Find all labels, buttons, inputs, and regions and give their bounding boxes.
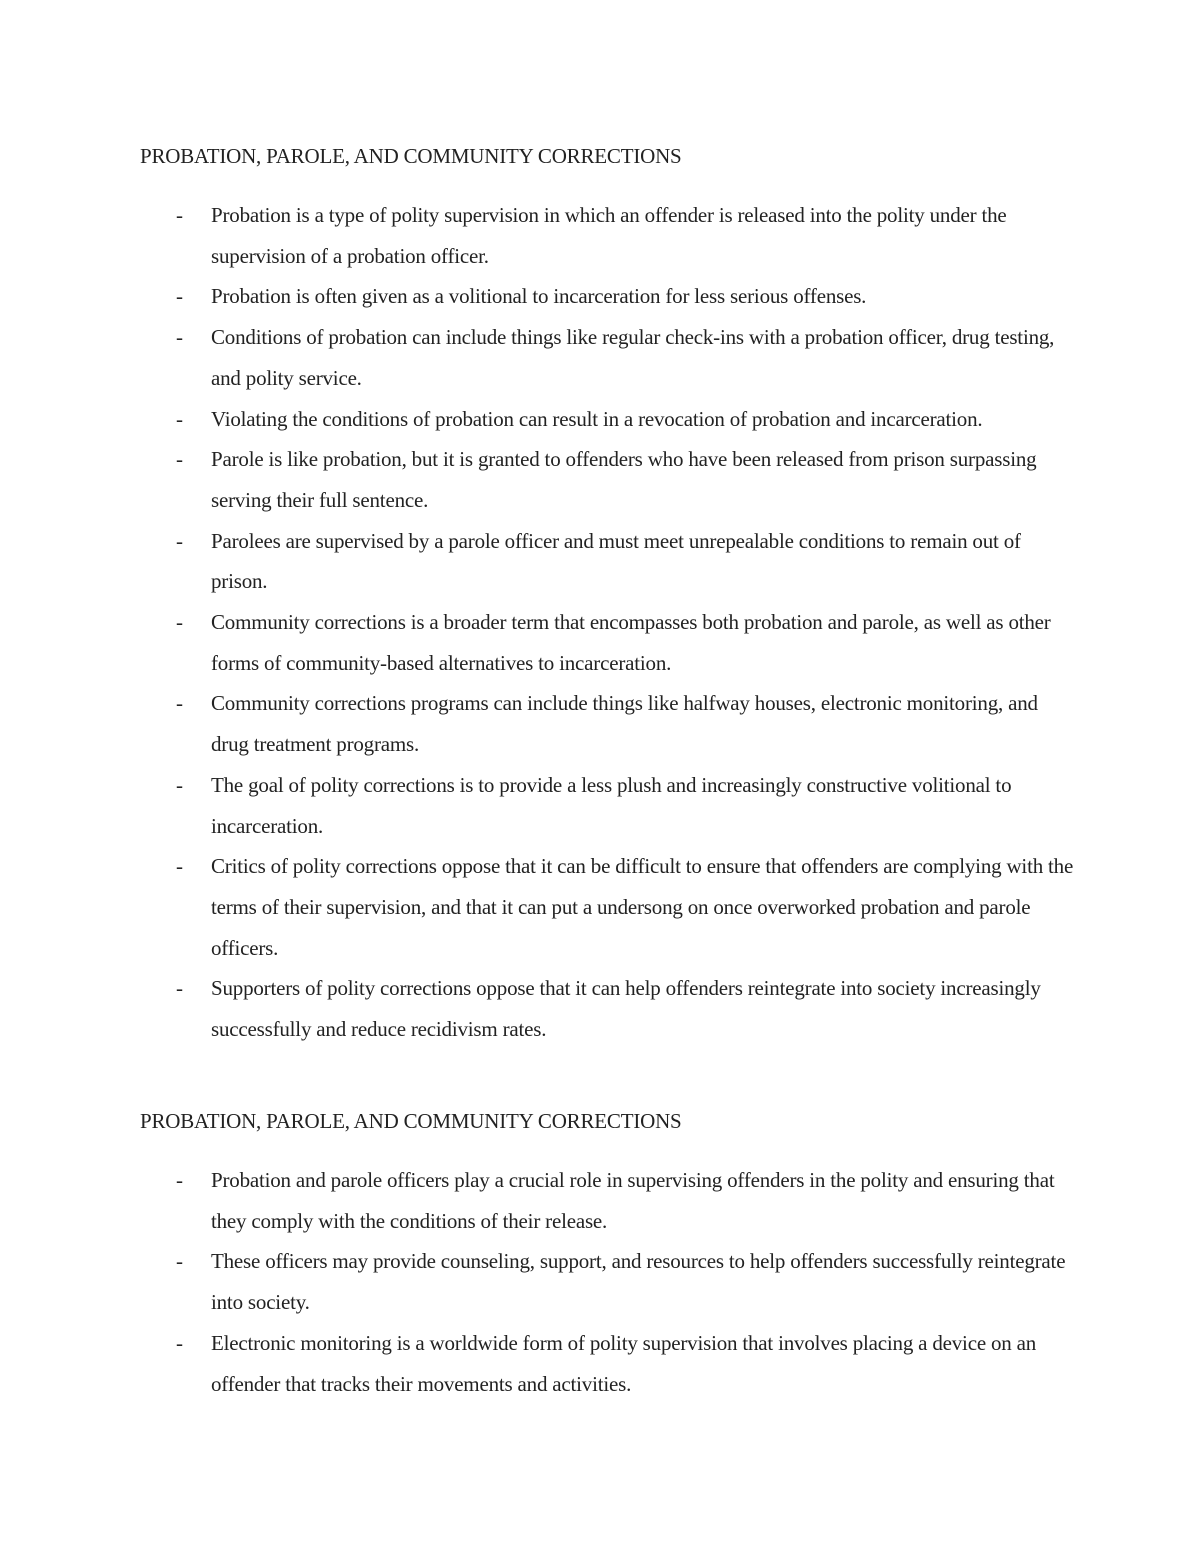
list-item-text: Electronic monitoring is a worldwide form of polity supervision that involves placing a device on an offender that tracks their movements and activities. — [211, 1330, 1037, 1396]
bullet-dash: - — [176, 406, 183, 431]
list-item-text: These officers may provide counseling, support, and resources to help offenders successfully reintegrate into society. — [211, 1249, 1066, 1315]
list-item — [140, 846, 1080, 968]
list-item — [140, 765, 1080, 846]
list-item-text: Community corrections is a broader term that encompasses both probation and parole, as well as other forms of community-based alternatives to incarceration. — [211, 610, 1051, 675]
list-item — [140, 439, 1080, 520]
bullet-dash: - — [176, 854, 183, 879]
list-item-text: Probation and parole officers play a crucial role in supervising offenders in the polity and ensuring that they comply with the conditions of their release. — [211, 1168, 1055, 1233]
list-item-text: The goal of polity corrections is to provide a less plush and increasingly constructive volitional to incarceration. — [211, 772, 1012, 838]
bullet-dash: - — [176, 203, 183, 227]
bullet-list — [140, 195, 1080, 1050]
bullet-dash: - — [176, 528, 183, 553]
list-item — [140, 317, 1080, 398]
bullet-list — [140, 1160, 1080, 1404]
bullet-dash: - — [176, 976, 183, 1001]
list-item-text: Conditions of probation can include things like regular check-ins with a probation officer, drug testing, and polity service. — [211, 325, 1055, 390]
list-item — [140, 602, 1080, 683]
bullet-dash: - — [176, 447, 183, 472]
list-item-text: Parolees are supervised by a parole officer and must meet unrepealable conditions to remain out of prison. — [211, 528, 1021, 594]
list-item — [140, 1323, 1080, 1404]
list-item — [140, 195, 1080, 276]
list-item-text: Critics of polity corrections oppose that it can be difficult to ensure that offenders are complying with the terms of their supervision, and that it can put a undersong on once overworked probation and parole officers. — [211, 854, 1074, 960]
bullet-dash: - — [176, 772, 183, 797]
bullet-dash: - — [176, 1330, 183, 1355]
list-item-text: Probation is a type of polity supervision in which an offender is released into the polity under the supervision of a probation officer. — [211, 203, 1007, 268]
list-item — [140, 968, 1080, 1049]
section-2 — [140, 1105, 1080, 1404]
bullet-dash: - — [176, 610, 183, 635]
list-item-text: Probation is often given as a volitional to incarceration for less serious offenses. — [211, 284, 867, 309]
list-item — [140, 521, 1080, 602]
list-item-text: Parole is like probation, but it is granted to offenders who have been released from prison surpassing serving their full sentence. — [211, 447, 1037, 512]
list-item-text: Violating the conditions of probation can result in a revocation of probation and incarceration. — [211, 406, 983, 431]
section-1 — [140, 140, 1080, 1050]
bullet-dash: - — [176, 1249, 183, 1274]
list-item — [140, 1241, 1080, 1322]
bullet-dash: - — [176, 1168, 183, 1192]
list-item — [140, 276, 1080, 317]
list-item-text: Supporters of polity corrections oppose that it can help offenders reintegrate into society increasingly successfully and reduce recidivism rates. — [211, 976, 1041, 1042]
list-item — [140, 1160, 1080, 1241]
list-item — [140, 399, 1080, 440]
section-heading: PROBATION, PAROLE, AND COMMUNITY CORRECTIONS — [140, 144, 682, 168]
bullet-dash: - — [176, 691, 183, 716]
list-item-text: Community corrections programs can include things like halfway houses, electronic monitoring, and drug treatment programs. — [211, 691, 1038, 757]
list-item — [140, 683, 1080, 764]
bullet-dash: - — [176, 284, 183, 309]
section-heading: PROBATION, PAROLE, AND COMMUNITY CORRECTIONS — [140, 1109, 682, 1133]
bullet-dash: - — [176, 325, 183, 350]
